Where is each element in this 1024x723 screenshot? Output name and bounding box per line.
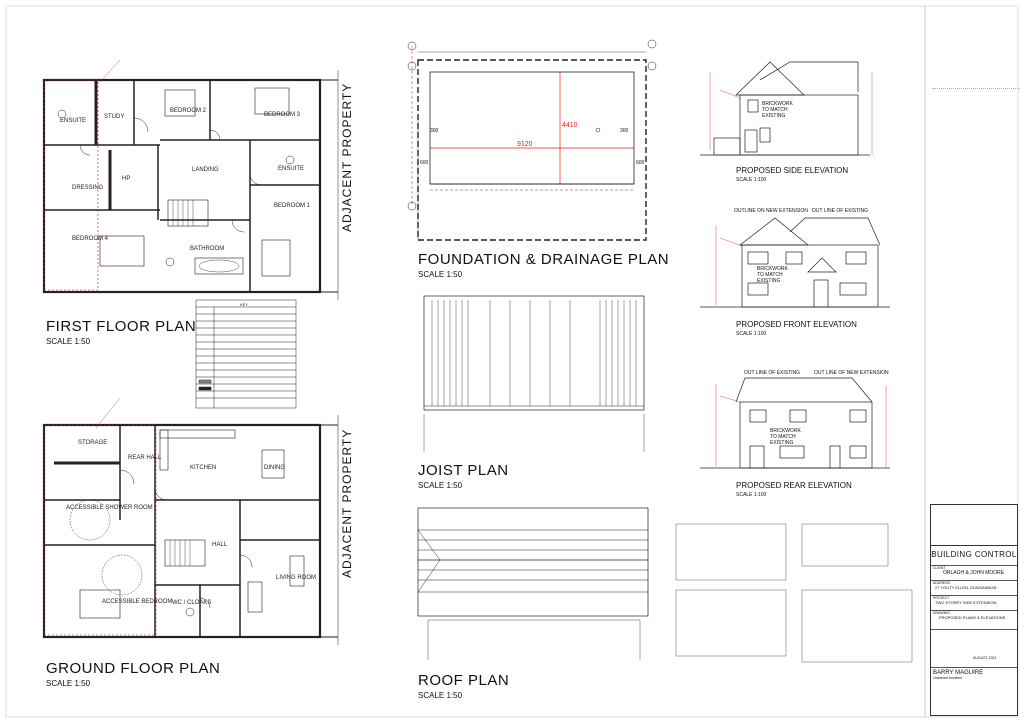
room-hp: HP [122, 176, 131, 182]
drawing-label: DRAWING [933, 611, 950, 615]
room-storage: STORAGE [78, 440, 108, 446]
dim-bottom-right: 600 [636, 160, 645, 166]
general-notes [932, 28, 1020, 89]
title-block [930, 504, 1018, 716]
room-rear-hall: REAR HALL [128, 455, 162, 461]
room-bathroom: BATHROOM [190, 246, 225, 252]
foundation-title: FOUNDATION & DRAINAGE PLAN [418, 251, 670, 268]
dim-depth: 4410 [562, 122, 578, 129]
room-kitchen: KITCHEN [190, 465, 217, 471]
front-outline-new: OUTLINE ON NEW EXTENSION [734, 208, 808, 214]
address-value: 27 YOUTY ELLEN, DUNGANNON [935, 585, 997, 590]
first-floor-title: FIRST FLOOR PLAN [46, 318, 197, 335]
ground-floor-title: GROUND FLOOR PLAN [46, 660, 221, 677]
rear-elevation-title: PROPOSED REAR ELEVATION [736, 481, 852, 490]
ground-floor-plan [44, 415, 338, 645]
roof-scale: SCALE 1:50 [418, 691, 463, 700]
address-label: ADDRESS [933, 581, 950, 585]
roof-plan [418, 508, 648, 660]
room-accessible-bedroom: ACCESSIBLE BEDROOM [102, 599, 173, 605]
key-legend-title: KEY [240, 302, 249, 307]
project-value: TWO STOREY SIDE EXTENSION [935, 600, 997, 605]
room-hall: HALL [212, 542, 228, 548]
foundation-plan [408, 40, 656, 240]
side-elevation-scale: SCALE 1:100 [736, 177, 767, 183]
room-bedroom2: BEDROOM 2 [170, 108, 207, 114]
date-value: AUGUST 2023 [973, 656, 997, 660]
room-dressing: DRESSING [72, 185, 104, 191]
room-study: STUDY [104, 114, 125, 120]
client-label: CLIENT [933, 566, 946, 570]
front-elevation [700, 218, 890, 307]
key-legend [196, 300, 296, 408]
rear-elevation-note: BRICKWORK TO MATCH EXISTING [770, 428, 801, 446]
front-elevation-scale: SCALE 1:100 [736, 331, 767, 337]
front-elevation-note: BRICKWORK TO MATCH EXISTING [757, 266, 788, 284]
joist-plan [424, 296, 644, 452]
ground-floor-scale: SCALE 1:50 [46, 679, 91, 688]
dim-bottom-left: 600 [420, 160, 429, 166]
front-outline-existing: OUT LINE OF EXISTING [812, 208, 869, 214]
room-ensuite-left: ENSUITE [60, 118, 87, 124]
adjacent-property-lower: ADJACENT PROPERTY [340, 428, 354, 578]
rear-outline-new: OUT LINE OF NEW EXTENSION [814, 370, 889, 376]
room-landing: LANDING [192, 167, 219, 173]
foundation-scale: SCALE 1:50 [418, 270, 463, 279]
room-bedroom4: BEDROOM 4 [72, 236, 109, 242]
drawing-value: PROPOSED PLANS & ELEVATIONS [939, 615, 1006, 620]
adjacent-property-upper: ADJACENT PROPERTY [340, 82, 354, 232]
side-elevation-note: BRICKWORK TO MATCH EXISTING [762, 101, 793, 119]
first-floor-scale: SCALE 1:50 [46, 337, 91, 346]
room-ensuite-right: ENSUITE [278, 166, 305, 172]
room-wc-cloaks: WC / CLOAKS [172, 600, 212, 606]
joist-scale: SCALE 1:50 [418, 481, 463, 490]
title-block-heading: BUILDING CONTROL [931, 550, 1017, 559]
room-bedroom1: BEDROOM 1 [274, 203, 311, 209]
dim-left-offset: 300 [430, 128, 439, 134]
firm-sub: chartered architect [933, 676, 962, 680]
rear-elevation [700, 378, 890, 468]
dim-right-offset: 300 [620, 128, 629, 134]
roof-title: ROOF PLAN [418, 672, 510, 689]
rear-elevation-scale: SCALE 1:100 [736, 492, 767, 498]
rear-outline-existing: OUT LINE OF EXISTING [744, 370, 801, 376]
joist-title: JOIST PLAN [418, 462, 509, 479]
side-elevation-title: PROPOSED SIDE ELEVATION [736, 166, 849, 175]
firm-name: BARRY MAGUIRE [933, 670, 984, 676]
front-elevation-title: PROPOSED FRONT ELEVATION [736, 320, 857, 329]
room-living: LIVING ROOM [276, 575, 317, 581]
room-bedroom3: BEDROOM 3 [264, 112, 301, 118]
dim-width: 9120 [517, 141, 533, 148]
room-dining: DINING [264, 465, 285, 471]
schedule-tables [676, 524, 912, 662]
client-value: ORLAGH & JOHN MOORE [943, 570, 1005, 576]
room-accessible-shower: ACCESSIBLE SHOWER ROOM [66, 505, 153, 511]
project-label: PROJECT [933, 596, 950, 600]
